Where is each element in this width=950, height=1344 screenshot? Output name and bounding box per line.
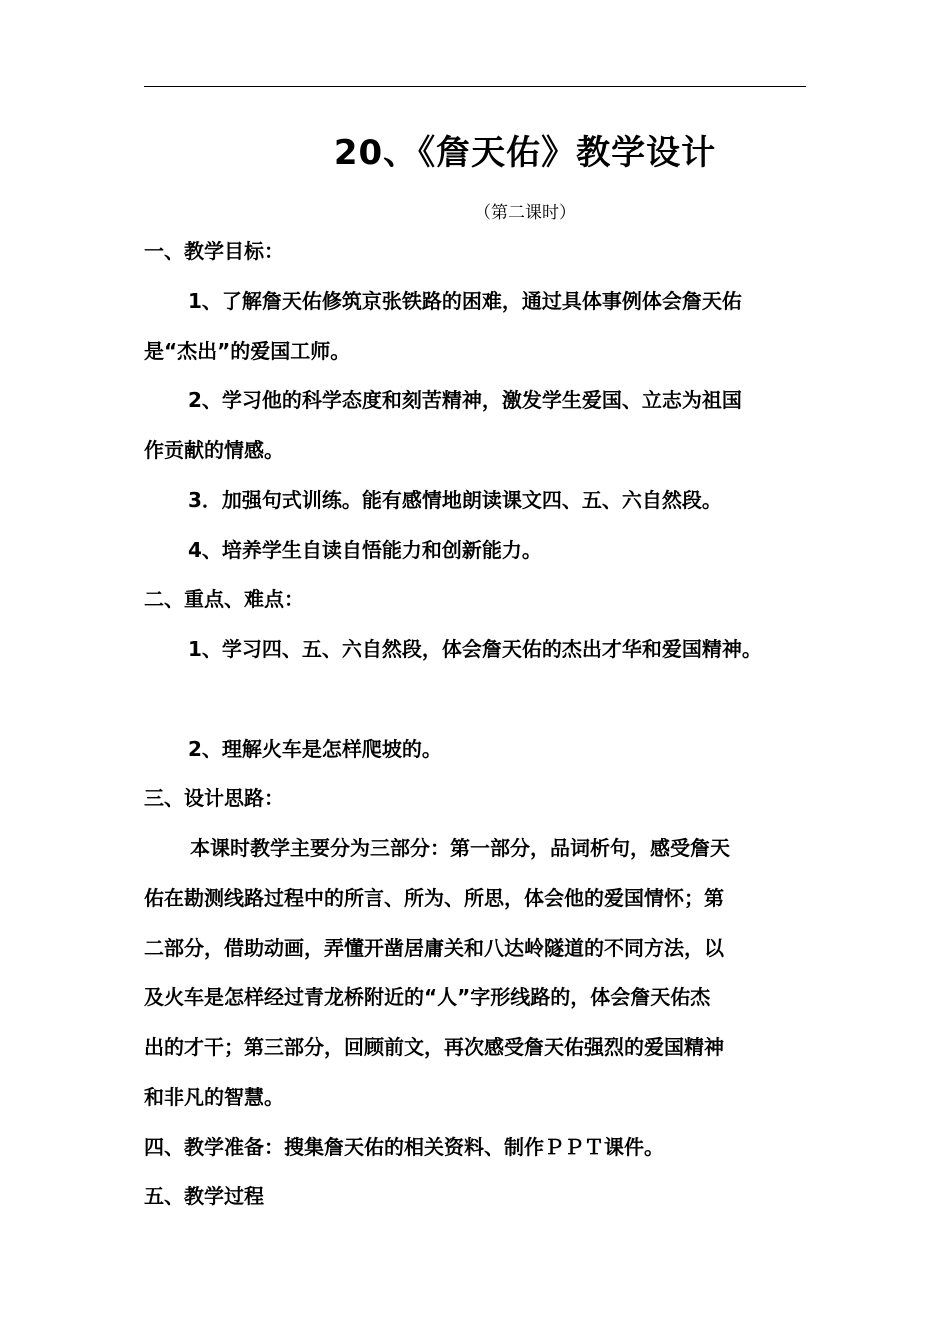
objective-3: 3．加强句式训练。能有感情地朗读课文四、五、六自然段。 <box>188 488 722 512</box>
section-heading-objectives: 一、教学目标： <box>144 239 284 263</box>
document-title: 20、《詹天佑》教学设计 <box>333 133 717 173</box>
header-rule <box>144 86 806 87</box>
design-paragraph-line-5: 出的才干；第三部分，回顾前文，再次感受詹天佑强烈的爱国精神 <box>144 1035 724 1059</box>
design-paragraph-line-4: 及火车是怎样经过青龙桥附近的“人”字形线路的，体会詹天佑杰 <box>144 985 711 1009</box>
objective-1-line-2: 是“杰出”的爱国工师。 <box>144 339 351 363</box>
design-paragraph-line-1: 本课时教学主要分为三部分：第一部分，品词析句，感受詹天 <box>190 836 730 860</box>
section-heading-design-ideas: 三、设计思路： <box>144 786 284 810</box>
document-subtitle: （第二课时） <box>474 203 576 223</box>
design-paragraph-line-3: 二部分，借助动画，弄懂开凿居庸关和八达岭隧道的不同方法，以 <box>144 936 724 960</box>
section-heading-process: 五、教学过程 <box>144 1184 264 1208</box>
key-point-1: 1、学习四、五、六自然段，体会詹天佑的杰出才华和爱国精神。 <box>188 637 762 661</box>
section-heading-key-points: 二、重点、难点： <box>144 587 304 611</box>
design-paragraph-line-2: 佑在勘测线路过程中的所言、所为、所思，体会他的爱国情怀；第 <box>144 886 724 910</box>
design-paragraph-line-6: 和非凡的智慧。 <box>144 1085 284 1109</box>
key-point-2: 2、理解火车是怎样爬坡的。 <box>188 737 442 761</box>
objective-1-line-1: 1、了解詹天佑修筑京张铁路的困难，通过具体事例体会詹天佑 <box>188 289 742 313</box>
section-preparation: 四、教学准备：搜集詹天佑的相关资料、制作ＰＰＴ课件。 <box>144 1135 664 1159</box>
objective-2-line-1: 2、学习他的科学态度和刻苦精神，激发学生爱国、立志为祖国 <box>188 388 742 412</box>
objective-4: 4、培养学生自读自悟能力和创新能力。 <box>188 538 542 562</box>
objective-2-line-2: 作贡献的情感。 <box>144 438 284 462</box>
